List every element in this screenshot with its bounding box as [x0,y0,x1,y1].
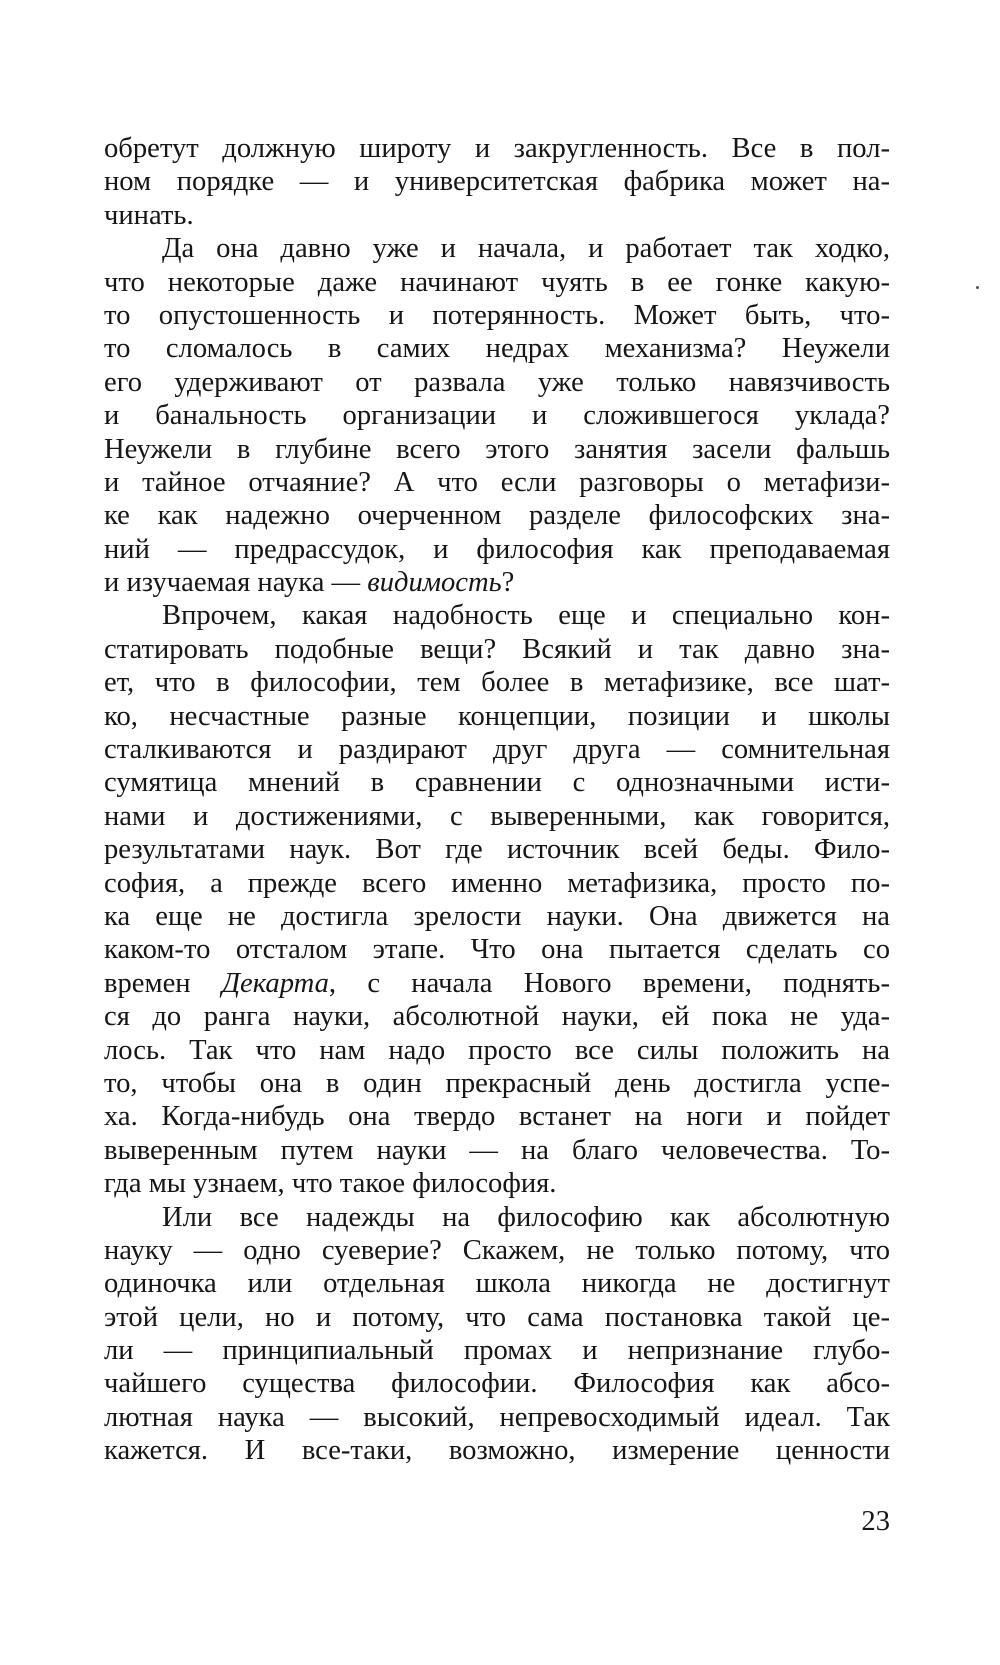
emphasis: Декарта [221,967,329,999]
text-line: Неужели в глубине всего этого занятия засели фальшь [104,433,890,465]
text-line: ет, что в философии, тем более в метафизике, все шат- [104,667,890,699]
text-segment: ? [501,567,515,599]
text-line: лютная наука — высокий, непревосходимый идеал. Так [104,1401,890,1433]
text-line: и тайное отчаяние? А что если разговоры о метафизи- [104,466,890,498]
text-line: ся до ранга науки, абсолютной науки, ей пока не уда- [104,1001,890,1033]
text-line [104,566,890,599]
text-line: лось. Так что нам надо просто все силы положить на [104,1034,890,1066]
text-line: то, чтобы она в один прекрасный день достигла успе- [104,1067,890,1099]
text-line: ном порядке — и университетская фабрика может на- [104,166,890,198]
text-line: одиночка или отдельная школа никогда не достигнут [104,1268,890,1300]
text-line: этой цели, но и потому, что сама постановка такой це- [104,1301,890,1333]
text-line: гда мы узнаем, что такое философия. [104,1168,557,1200]
text-line: ке как надежно очерченном разделе философских зна- [104,500,890,532]
text-line: науку — одно суеверие? Скажем, не только потому, что [104,1234,890,1266]
text-line: нами и достижениями, с выверенными, как говорится, [104,800,890,832]
paragraph-first-line: Впрочем, какая надобность еще и специально кон- [162,600,890,632]
text-line: ка еще не достигла зрелости науки. Она движется на [104,900,890,932]
page-number: 23 [861,1506,890,1537]
text-line: его удерживают от развала уже только навязчивость [104,366,890,398]
text-line: обретут должную широту и закругленность. Все в пол- [104,133,890,164]
text-line: софия, а прежде всего именно метафизика, просто по- [104,867,890,899]
text-line: сталкиваются и раздирают друг друга — сомнительная [104,734,890,766]
text-line: статировать подобные вещи? Всякий и так давно зна- [104,633,890,665]
body-text [104,132,890,1468]
paragraph-first-line: Или все надежды на философию как абсолютную [162,1201,890,1233]
text-line: кажется. И все-таки, возможно, измерение ценности [104,1435,890,1467]
text-line: чинать. [104,199,194,231]
emphasis: видимость [367,567,502,599]
text-line: и банальность организации и сложившегося уклада? [104,400,890,432]
margin-speck [976,286,979,289]
text-line [104,967,890,1000]
text-line: ха. Когда-нибудь она твердо встанет на ноги и пойдет [104,1101,890,1133]
text-line: сумятица мнений в сравнении с однозначными исти- [104,767,890,799]
text-segment: , с начала Нового времени, поднять- [328,967,890,999]
text-segment: времен [104,967,222,999]
text-line: то сломалось в самих недрах механизма? Неужели [104,333,890,365]
text-line: чайшего существа философии. Философия как абсо- [104,1368,890,1400]
text-line: выверенным путем науки — на благо человечества. То- [104,1134,890,1166]
text-line: каком-то отсталом этапе. Что она пытается сделать со [104,934,890,966]
text-line: что некоторые даже начинают чуять в ее гонке какую- [104,266,890,298]
text-line: ний — предрассудок, и философия как преподаваемая [104,533,890,565]
text-line: результатами наук. Вот где источник всей беды. Фило- [104,834,890,866]
text-line: ли — принципиальный промах и непризнание глубо- [104,1335,890,1367]
text-line: то опустошенность и потерянность. Может быть, что- [104,299,890,331]
text-line: ко, несчастные разные концепции, позиции и школы [104,700,890,732]
paragraph-first-line: Да она давно уже и начала, и работает так ходко, [162,233,890,265]
text-segment: и изучаемая наука — [104,567,368,599]
